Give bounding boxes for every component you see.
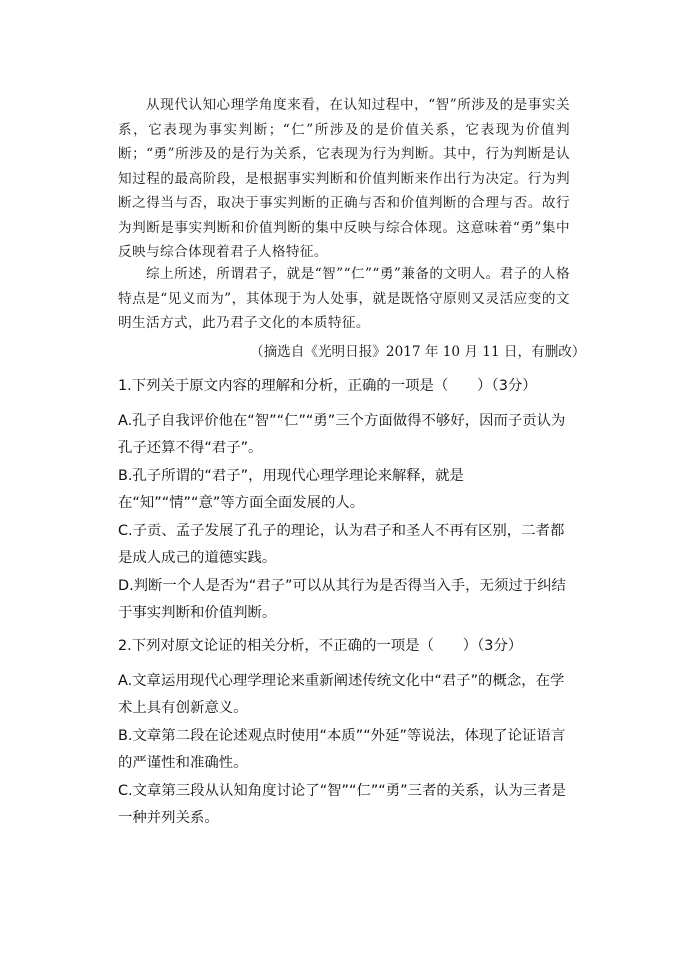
passage-paragraph-1: 从现代认知心理学角度来看，在认知过程中，“智”所涉及的是事实关系，它表现为事实判断；“仁”所涉及的是价值关系，它表现为价值判断；“勇”所涉及的是行为关系，它表现为行为判断。其中，行为判断是认知过程的最高阶段，是根据事实判断和价值判断来作出行为决定。行为判断之得当与否，取决于事实判断的正确与否和价值判断的合理与否。故行为判断是事实判断和价值判断的集中反映与综合体现。这意味着“勇”集中反映与综合体现着君子人格特征。	[118, 97, 570, 260]
question-1-stem: 1.下列关于原文内容的理解和分析，正确的一项是（ ）（3分）	[118, 378, 537, 394]
question-2-option-c: C.文章第三段从认知角度讨论了“智”“仁”“勇”三者的关系，认为三者是一种并列关系。	[118, 783, 566, 826]
passage-source: （摘选自《光明日报》2017 年 10 月 11 日，有删改）	[250, 344, 586, 360]
question-1-option-a: A.孔子自我评价他在“智”“仁”“勇”三个方面做得不够好，因而子贡认为孔子还算不得“君子”。	[118, 413, 566, 456]
question-2-option-b: B.文章第二段在论述观点时使用“本质”“外延”等说法，体现了论证语言的严谨性和准确性。	[118, 728, 566, 771]
question-2-option-a: A.文章运用现代心理学理论来重新阐述传统文化中“君子”的概念，在学术上具有创新意义。	[118, 673, 565, 716]
passage-paragraph-2: 综上所述，所谓君子，就是“智”“仁”“勇”兼备的文明人。君子的人格特点是“见义而为”，其体现于为人处事，就是既恪守原则又灵活应变的文明生活方式，此乃君子文化的本质特征。	[118, 266, 570, 331]
question-1-option-d: D.判断一个人是否为“君子”可以从其行为是否得当入手，无须过于纠结于事实判断和价值判断。	[118, 578, 566, 621]
question-2-stem: 2.下列对原文论证的相关分析，不正确的一项是（ ）（3分）	[118, 638, 523, 654]
question-1-option-b: B.孔子所谓的“君子”，用现代心理学理论来解释，就是在“知”“情”“意”等方面全面发展的人。	[118, 468, 464, 511]
question-1-option-c: C.子贡、孟子发展了孔子的理论，认为君子和圣人不再有区别，二者都是成人成己的道德实践。	[118, 523, 565, 566]
